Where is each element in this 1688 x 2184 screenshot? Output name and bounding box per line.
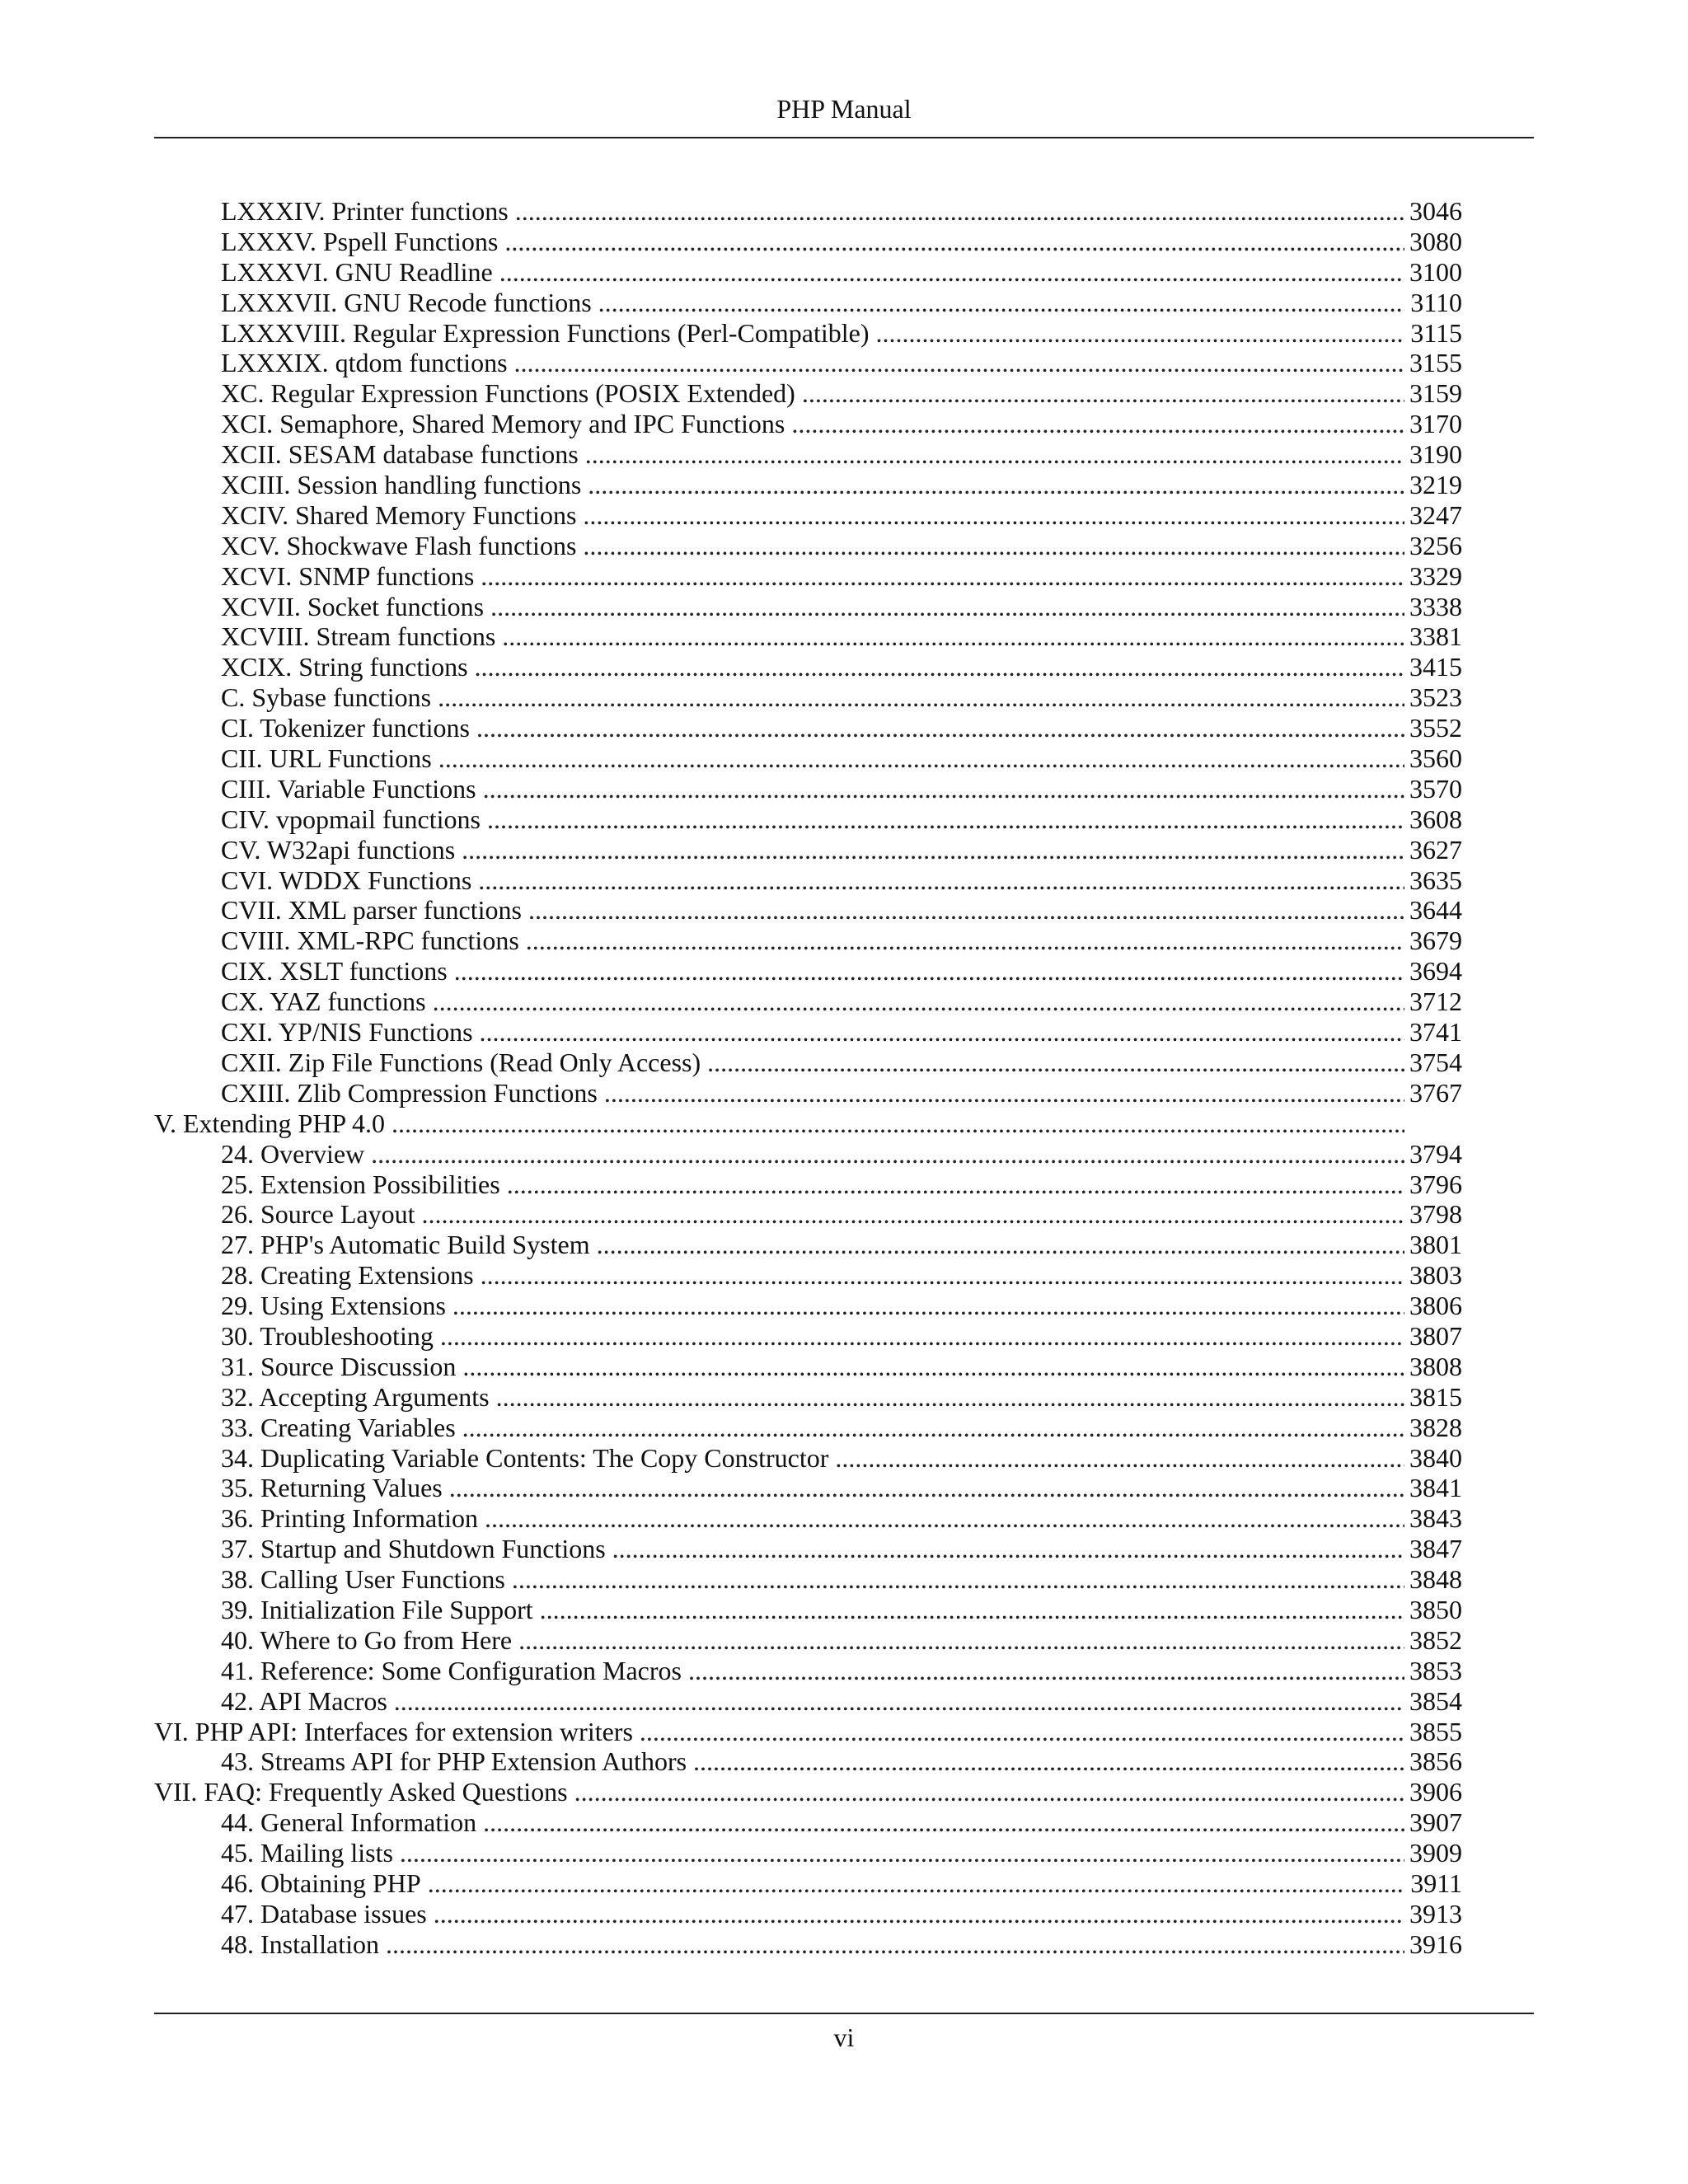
toc-entry[interactable] bbox=[154, 1473, 1462, 1503]
toc-entry[interactable] bbox=[154, 1899, 1462, 1929]
toc-entry-title: 36. Printing Information bbox=[221, 1503, 478, 1534]
toc-entry-title: XCIX. String functions bbox=[221, 652, 468, 682]
toc-entry[interactable] bbox=[154, 713, 1462, 743]
toc-entry[interactable] bbox=[154, 1595, 1462, 1625]
dot-leader bbox=[514, 348, 1404, 378]
toc-entry[interactable] bbox=[154, 987, 1462, 1017]
dot-leader bbox=[485, 1503, 1404, 1534]
dot-leader bbox=[688, 1656, 1404, 1686]
toc-entry-title: LXXXIV. Printer functions bbox=[221, 196, 509, 226]
toc-entry[interactable] bbox=[154, 926, 1462, 956]
toc-entry[interactable] bbox=[154, 1078, 1462, 1108]
dot-leader bbox=[496, 1382, 1404, 1413]
toc-entry[interactable] bbox=[154, 1382, 1462, 1413]
toc-entry[interactable] bbox=[154, 561, 1462, 592]
toc-entry[interactable] bbox=[154, 1047, 1462, 1078]
toc-entry-page: 3523 bbox=[1409, 682, 1462, 713]
toc-entry[interactable] bbox=[154, 895, 1462, 926]
toc-entry-title: LXXXVIII. Regular Expression Functions (Perl-Compatible) bbox=[221, 317, 870, 348]
toc-entry-page: 3608 bbox=[1409, 804, 1462, 834]
header-divider bbox=[154, 137, 1534, 138]
toc-entry-page: 3115 bbox=[1410, 317, 1462, 348]
toc-entry[interactable] bbox=[154, 682, 1462, 713]
toc-entry[interactable] bbox=[154, 743, 1462, 774]
toc-entry-title: 27. PHP's Automatic Build System bbox=[221, 1230, 590, 1260]
toc-entry-page: 3247 bbox=[1409, 499, 1462, 530]
toc-part-entry[interactable] bbox=[154, 1108, 1462, 1139]
dot-leader bbox=[475, 652, 1404, 682]
toc-entry-title: 44. General Information bbox=[221, 1807, 477, 1838]
toc-entry-page: 3219 bbox=[1409, 470, 1462, 500]
toc-entry[interactable] bbox=[154, 531, 1462, 561]
toc-entry-title: XCI. Semaphore, Shared Memory and IPC Functions bbox=[221, 409, 785, 439]
toc-entry-page: 3100 bbox=[1409, 256, 1462, 287]
toc-entry-page: 3798 bbox=[1409, 1199, 1462, 1230]
toc-entry-title: 42. API Macros bbox=[221, 1685, 387, 1716]
dot-leader bbox=[438, 743, 1404, 774]
toc-entry-title: XC. Regular Expression Functions (POSIX Extended) bbox=[221, 378, 795, 409]
toc-entry[interactable] bbox=[154, 652, 1462, 682]
toc-entry-page: 3848 bbox=[1409, 1564, 1462, 1595]
toc-entry-title: CVI. WDDX Functions bbox=[221, 865, 472, 895]
toc-entry[interactable] bbox=[154, 1503, 1462, 1534]
dot-leader bbox=[540, 1595, 1404, 1625]
toc-entry-page: 3853 bbox=[1409, 1655, 1462, 1685]
toc-entry[interactable] bbox=[154, 1017, 1462, 1047]
toc-entry-title: CX. YAZ functions bbox=[221, 987, 426, 1017]
dot-leader bbox=[507, 1169, 1404, 1200]
toc-entry-page: 3155 bbox=[1409, 348, 1462, 378]
toc-entry-title: 38. Calling User Functions bbox=[221, 1564, 505, 1595]
toc-entry-page: 3856 bbox=[1409, 1746, 1462, 1777]
toc-entry-page: 3807 bbox=[1409, 1320, 1462, 1351]
toc-entry-page: 3110 bbox=[1410, 287, 1462, 317]
dot-leader bbox=[434, 1899, 1404, 1929]
dot-leader bbox=[481, 561, 1404, 592]
toc-entry[interactable] bbox=[154, 621, 1462, 652]
toc-entry-page: 3767 bbox=[1409, 1077, 1462, 1108]
dot-leader bbox=[452, 1291, 1404, 1321]
toc-entry[interactable] bbox=[154, 257, 1462, 288]
dot-leader bbox=[422, 1199, 1405, 1230]
dot-leader bbox=[433, 987, 1404, 1017]
toc-entry-title: 30. Troubleshooting bbox=[221, 1320, 434, 1351]
toc-entry-title: 37. Startup and Shutdown Functions bbox=[221, 1534, 606, 1564]
toc-entry-title: CII. URL Functions bbox=[221, 743, 432, 774]
toc-entry-page: 3712 bbox=[1409, 987, 1462, 1017]
dot-leader bbox=[462, 1352, 1404, 1382]
dot-leader bbox=[518, 1625, 1404, 1656]
dot-leader bbox=[604, 1078, 1404, 1108]
toc-entry-page: 3801 bbox=[1409, 1230, 1462, 1260]
toc-part-entry[interactable] bbox=[154, 1777, 1462, 1807]
dot-leader bbox=[499, 257, 1404, 288]
toc-entry-title: 29. Using Extensions bbox=[221, 1291, 446, 1321]
toc-entry-page: 3046 bbox=[1409, 196, 1462, 226]
toc-entry[interactable] bbox=[154, 1534, 1462, 1564]
toc-entry-title: 31. Source Discussion bbox=[221, 1351, 457, 1381]
dot-leader bbox=[490, 592, 1404, 622]
dot-leader bbox=[526, 926, 1404, 956]
toc-entry-title: 32. Accepting Arguments bbox=[221, 1381, 490, 1412]
dot-leader bbox=[835, 1443, 1404, 1474]
dot-leader bbox=[707, 1047, 1404, 1078]
toc-entry-title: VII. FAQ: Frequently Asked Questions bbox=[154, 1777, 568, 1807]
dot-leader bbox=[528, 895, 1404, 926]
dot-leader bbox=[480, 1017, 1404, 1047]
dot-leader bbox=[428, 1868, 1404, 1899]
toc-entry-page: 3415 bbox=[1409, 652, 1462, 682]
dot-leader bbox=[598, 288, 1404, 318]
toc-entry-title: 48. Installation bbox=[221, 1929, 379, 1959]
dot-leader bbox=[481, 1260, 1404, 1291]
toc-entry-page: 3906 bbox=[1409, 1777, 1462, 1807]
toc-entry-title: 43. Streams API for PHP Extension Authors bbox=[221, 1746, 687, 1777]
toc-entry[interactable] bbox=[154, 500, 1462, 531]
toc-entry[interactable] bbox=[154, 318, 1462, 349]
toc-entry[interactable] bbox=[154, 1929, 1462, 1960]
toc-entry-title: 28. Creating Extensions bbox=[221, 1260, 474, 1291]
toc-entry-page: 3841 bbox=[1409, 1473, 1462, 1503]
toc-entry-title: 47. Database issues bbox=[221, 1898, 427, 1929]
dot-leader bbox=[483, 1807, 1404, 1838]
toc-entry-title: 41. Reference: Some Configuration Macros bbox=[221, 1655, 682, 1685]
toc-entry[interactable] bbox=[154, 439, 1462, 470]
toc-entry[interactable] bbox=[154, 1838, 1462, 1868]
toc-entry-page: 3741 bbox=[1409, 1017, 1462, 1047]
dot-leader bbox=[438, 682, 1404, 713]
toc-entry-title: XCVI. SNMP functions bbox=[221, 560, 475, 591]
toc-entry-page: 3840 bbox=[1409, 1442, 1462, 1473]
toc-entry-page: 3080 bbox=[1409, 226, 1462, 256]
toc-entry-page: 3911 bbox=[1410, 1868, 1462, 1898]
toc-entry-page: 3338 bbox=[1409, 591, 1462, 621]
dot-leader bbox=[400, 1838, 1404, 1868]
toc-entry[interactable] bbox=[154, 227, 1462, 257]
dot-leader bbox=[583, 531, 1404, 561]
toc-entry[interactable] bbox=[154, 1807, 1462, 1838]
dot-leader bbox=[640, 1717, 1404, 1747]
toc-entry-page: 3381 bbox=[1409, 621, 1462, 652]
toc-entry-title: 34. Duplicating Variable Contents: The Copy Constructor bbox=[221, 1442, 829, 1473]
toc-entry-page: 3644 bbox=[1409, 895, 1462, 926]
toc-entry-title: LXXXV. Pspell Functions bbox=[221, 226, 499, 256]
toc-entry-title: C. Sybase functions bbox=[221, 682, 432, 713]
toc-entry-page: 3190 bbox=[1409, 439, 1462, 470]
toc-entry[interactable] bbox=[154, 348, 1462, 378]
toc-entry-title: 35. Returning Values bbox=[221, 1473, 443, 1503]
toc-entry-page: 3913 bbox=[1409, 1898, 1462, 1929]
toc-entry-page: 3635 bbox=[1409, 865, 1462, 895]
toc-entry-page: 3796 bbox=[1409, 1169, 1462, 1199]
toc-entry-title: LXXXIX. qtdom functions bbox=[221, 348, 508, 378]
toc-entry[interactable] bbox=[154, 1260, 1462, 1291]
toc-entry-page: 3794 bbox=[1409, 1138, 1462, 1169]
toc-entry[interactable] bbox=[154, 1139, 1462, 1169]
dot-leader bbox=[802, 378, 1404, 409]
dot-leader bbox=[462, 835, 1404, 865]
toc-entry-title: XCII. SESAM database functions bbox=[221, 439, 579, 470]
dot-leader bbox=[449, 1473, 1404, 1503]
toc-entry-page: 3828 bbox=[1409, 1412, 1462, 1442]
dot-leader bbox=[693, 1746, 1404, 1777]
toc-entry-title: XCIV. Shared Memory Functions bbox=[221, 499, 577, 530]
toc-entry-title: LXXXVII. GNU Recode functions bbox=[221, 287, 592, 317]
toc-entry[interactable] bbox=[154, 774, 1462, 804]
table-of-contents bbox=[154, 196, 1462, 1960]
toc-entry[interactable] bbox=[154, 1656, 1462, 1686]
toc-entry-page: 3694 bbox=[1409, 956, 1462, 987]
toc-entry[interactable] bbox=[154, 835, 1462, 865]
toc-entry-title: CXIII. Zlib Compression Functions bbox=[221, 1077, 598, 1108]
toc-entry-page: 3847 bbox=[1409, 1534, 1462, 1564]
dot-leader bbox=[583, 500, 1404, 531]
toc-entry[interactable] bbox=[154, 1686, 1462, 1717]
toc-entry-page: 3815 bbox=[1409, 1381, 1462, 1412]
dot-leader bbox=[394, 1686, 1404, 1717]
toc-entry-title: XCIII. Session handling functions bbox=[221, 470, 582, 500]
toc-entry[interactable] bbox=[154, 378, 1462, 409]
dot-leader bbox=[476, 713, 1404, 743]
toc-entry-page: 3855 bbox=[1409, 1716, 1462, 1746]
toc-entry-title: XCV. Shockwave Flash functions bbox=[221, 530, 577, 560]
toc-entry-page: 3560 bbox=[1409, 743, 1462, 774]
toc-entry[interactable] bbox=[154, 592, 1462, 622]
toc-entry-title: 25. Extension Possibilities bbox=[221, 1169, 500, 1199]
toc-entry-page: 3806 bbox=[1409, 1291, 1462, 1321]
toc-entry-page: 3916 bbox=[1409, 1929, 1462, 1959]
toc-entry-page: 3256 bbox=[1409, 530, 1462, 560]
dot-leader bbox=[392, 1108, 1404, 1139]
toc-entry-page: 3679 bbox=[1409, 926, 1462, 956]
toc-entry-title: LXXXVI. GNU Readline bbox=[221, 256, 493, 287]
toc-entry-page: 3570 bbox=[1409, 773, 1462, 804]
dot-leader bbox=[876, 318, 1404, 349]
dot-leader bbox=[478, 865, 1404, 896]
toc-entry-page: 3843 bbox=[1409, 1503, 1462, 1534]
toc-entry[interactable] bbox=[154, 1169, 1462, 1200]
toc-entry-title: CV. W32api functions bbox=[221, 834, 456, 865]
toc-entry[interactable] bbox=[154, 196, 1462, 227]
toc-entry-page: 3854 bbox=[1409, 1685, 1462, 1716]
footer-divider bbox=[154, 2013, 1534, 2014]
toc-entry-page: 3907 bbox=[1409, 1807, 1462, 1838]
dot-leader bbox=[371, 1139, 1404, 1169]
toc-part-entry[interactable] bbox=[154, 1717, 1462, 1747]
toc-entry-title: XCVII. Socket functions bbox=[221, 591, 485, 621]
toc-entry[interactable] bbox=[154, 865, 1462, 896]
dot-leader bbox=[462, 1413, 1404, 1443]
dot-leader bbox=[386, 1929, 1404, 1960]
toc-entry[interactable] bbox=[154, 804, 1462, 835]
page-number: vi bbox=[833, 2022, 855, 2052]
toc-entry[interactable] bbox=[154, 288, 1462, 318]
toc-entry-title: 33. Creating Variables bbox=[221, 1412, 456, 1442]
toc-entry-page: 3909 bbox=[1409, 1838, 1462, 1868]
toc-entry-title: CIII. Variable Functions bbox=[221, 773, 476, 804]
toc-entry[interactable] bbox=[154, 1352, 1462, 1382]
toc-entry[interactable] bbox=[154, 1199, 1462, 1230]
toc-entry-page: 3329 bbox=[1409, 560, 1462, 591]
toc-entry-page: 3803 bbox=[1409, 1260, 1462, 1291]
page-header-title: PHP Manual bbox=[776, 94, 912, 124]
dot-leader bbox=[512, 1564, 1404, 1595]
toc-entry[interactable] bbox=[154, 1291, 1462, 1321]
toc-entry-page: 3754 bbox=[1409, 1047, 1462, 1077]
toc-entry[interactable] bbox=[154, 1321, 1462, 1352]
toc-entry-page: 3852 bbox=[1409, 1624, 1462, 1655]
toc-entry-title: CXI. YP/NIS Functions bbox=[221, 1017, 473, 1047]
dot-leader bbox=[454, 956, 1404, 987]
toc-entry-title: 46. Obtaining PHP bbox=[221, 1868, 421, 1898]
dot-leader bbox=[515, 196, 1404, 227]
dot-leader bbox=[574, 1777, 1404, 1807]
toc-entry-page: 3159 bbox=[1409, 378, 1462, 409]
toc-entry-title: CVII. XML parser functions bbox=[221, 895, 522, 926]
toc-entry[interactable] bbox=[154, 470, 1462, 500]
toc-entry[interactable] bbox=[154, 1230, 1462, 1260]
toc-entry-title: XCVIII. Stream functions bbox=[221, 621, 496, 652]
toc-entry-title: V. Extending PHP 4.0 bbox=[154, 1108, 386, 1138]
toc-entry-page: 3850 bbox=[1409, 1594, 1462, 1624]
dot-leader bbox=[597, 1230, 1404, 1260]
toc-entry-title: CIX. XSLT functions bbox=[221, 956, 448, 987]
toc-entry-title: 45. Mailing lists bbox=[221, 1838, 393, 1868]
toc-entry-title: VI. PHP API: Interfaces for extension writers bbox=[154, 1716, 633, 1746]
dot-leader bbox=[612, 1534, 1404, 1564]
toc-entry-title: 40. Where to Go from Here bbox=[221, 1624, 513, 1655]
toc-entry-title: CXII. Zip File Functions (Read Only Access) bbox=[221, 1047, 701, 1077]
dot-leader bbox=[487, 804, 1404, 835]
toc-entry-title: 26. Source Layout bbox=[221, 1199, 415, 1230]
toc-entry-title: 39. Initialization File Support bbox=[221, 1594, 533, 1624]
toc-entry-page: 3552 bbox=[1409, 713, 1462, 743]
toc-entry[interactable] bbox=[154, 1868, 1462, 1899]
toc-entry-title: 24. Overview bbox=[221, 1138, 365, 1169]
dot-leader bbox=[483, 774, 1404, 804]
toc-entry[interactable] bbox=[154, 1443, 1462, 1474]
toc-entry[interactable] bbox=[154, 1413, 1462, 1443]
toc-entry-page: 3808 bbox=[1409, 1351, 1462, 1381]
dot-leader bbox=[791, 409, 1404, 439]
toc-entry-title: CIV. vpopmail functions bbox=[221, 804, 481, 834]
toc-entry-page: 3627 bbox=[1409, 834, 1462, 865]
toc-entry[interactable] bbox=[154, 409, 1462, 439]
toc-entry[interactable] bbox=[154, 956, 1462, 987]
dot-leader bbox=[502, 621, 1404, 652]
dot-leader bbox=[588, 470, 1404, 500]
toc-entry[interactable] bbox=[154, 1625, 1462, 1656]
dot-leader bbox=[504, 227, 1404, 257]
dot-leader bbox=[585, 439, 1404, 470]
dot-leader bbox=[440, 1321, 1404, 1352]
toc-entry-title: CI. Tokenizer functions bbox=[221, 713, 470, 743]
toc-entry[interactable] bbox=[154, 1746, 1462, 1777]
toc-entry[interactable] bbox=[154, 1564, 1462, 1595]
toc-entry-page: 3170 bbox=[1409, 409, 1462, 439]
toc-entry-title: CVIII. XML-RPC functions bbox=[221, 926, 519, 956]
